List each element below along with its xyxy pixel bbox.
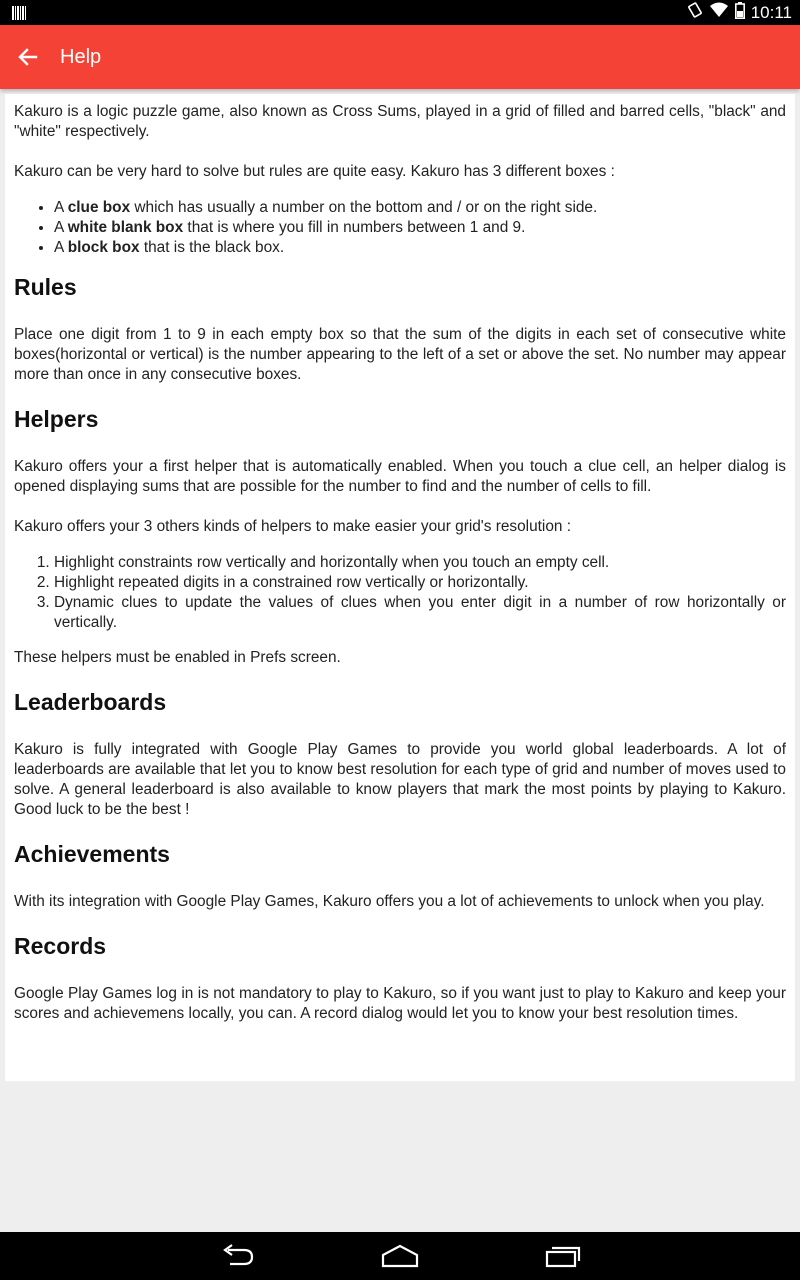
rules-paragraph: Place one digit from 1 to 9 in each empty box so that the sum of the digits in each set of consecutive white boxes(horizontal or vertical) is the number appearing to the left of a set or above the set. No number may appear more than once in any consecutive boxes. [14,326,786,383]
recents-icon[interactable] [543,1242,583,1270]
intro-paragraph: Kakuro is a logic puzzle game, also known as Cross Sums, played in a grid of filled and barred cells, "black" and "white" respectively. [14,103,786,140]
boxes-intro-paragraph: Kakuro can be very hard to solve but rules are quite easy. Kakuro has 3 different boxes : [14,163,615,180]
notification-barcode-icon [12,6,26,25]
list-item: • A block box that is the black box. [54,238,786,258]
navigation-bar [0,1232,800,1280]
helpers-kinds-paragraph: Kakuro offers your 3 others kinds of helpers to make easier your grid's resolution : [14,518,571,535]
leaderboards-heading: Leaderboards [14,689,167,715]
helpers-heading: Helpers [14,406,99,432]
wifi-icon [709,2,729,23]
achievements-heading: Achievements [14,841,170,867]
helpers-paragraph: Kakuro offers your a first helper that is automatically enabled. When you touch a clue cell, an helper dialog is opened displaying sums that are possible for the number to find and the number of cells to fill. [14,458,786,495]
status-bar [0,0,800,25]
list-item: • A clue box which has usually a number on the bottom and / or on the right side. [54,198,786,218]
list-item: 2. Highlight repeated digits in a constrained row vertically or horizontally. [54,573,786,593]
battery-icon [735,2,745,24]
back-icon[interactable] [218,1242,258,1270]
boxes-list [14,198,786,258]
list-item: • A white blank box that is where you fill in numbers between 1 and 9. [54,218,786,238]
rotation-icon [687,2,703,23]
list-item: 1. Highlight constraints row vertically and horizontally when you touch an empty cell. [54,553,786,573]
helpers-prefs-paragraph: These helpers must be enabled in Prefs screen. [14,649,341,666]
list-item: 3. Dynamic clues to update the values of clues when you enter digit in a number of row horizontally or vertically. [54,593,786,633]
back-arrow-icon[interactable] [14,43,42,71]
achievements-paragraph: With its integration with Google Play Games, Kakuro offers you a lot of achievements to unlock when you play. [14,893,765,910]
helpers-list [14,553,786,633]
rules-heading: Rules [14,274,77,300]
help-content [5,94,795,1081]
home-icon[interactable] [380,1242,420,1270]
leaderboards-paragraph: Kakuro is fully integrated with Google Play Games to provide you world global leaderboards. A lot of leaderboards are available that let you to know best resolution for each type of grid and number of moves used to solve. A general leaderboard is also available to know players that mark the most points by playing to Kakuro. Good luck to be the best ! [14,741,786,818]
records-paragraph: Google Play Games log in is not mandatory to play to Kakuro, so if you want just to play to Kakuro and keep your scores and achievemens locally, you can. A record dialog would let you to know your best resolution times. [14,985,786,1022]
clock: 10:11 [750,2,792,22]
app-bar [0,25,800,89]
page-title: Help [60,46,102,68]
records-heading: Records [14,933,107,959]
